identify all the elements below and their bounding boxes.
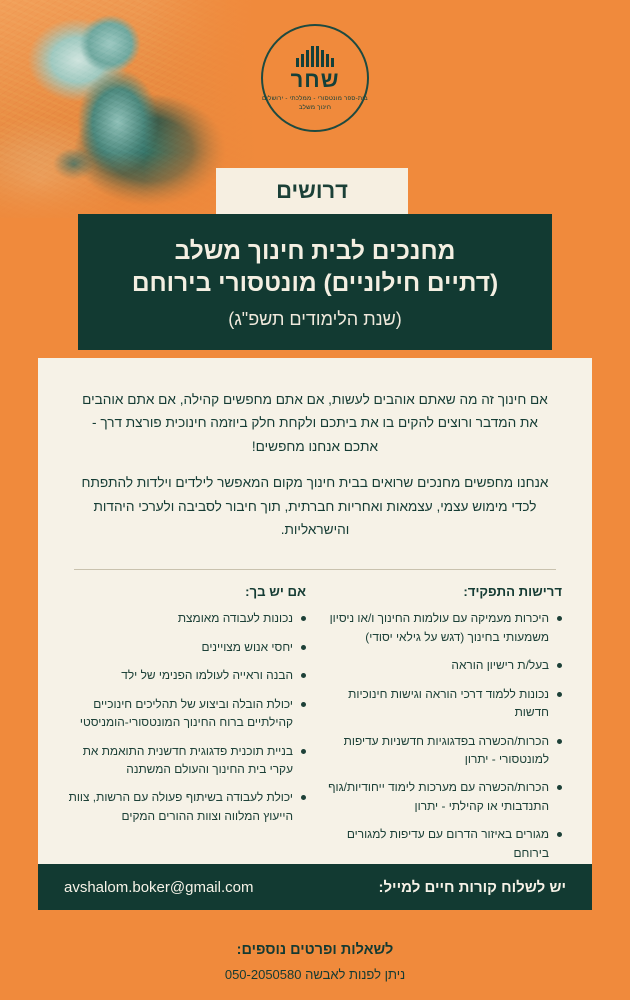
list-item: הבנה וראייה לעולמו הפנימי של ילד	[68, 666, 306, 684]
email-bar	[38, 864, 592, 910]
requirements-heading: דרישות התפקיד:	[463, 584, 562, 600]
logo-subtitle-2: חינוך משלב	[298, 104, 332, 111]
list-item: בעל/ת רישיון הוראה	[324, 656, 562, 674]
shahar-logo	[261, 24, 369, 132]
offer-column	[68, 584, 306, 872]
intro-paragraph-1: אם חינוך זה מה שאתם אוהבים לעשות, אם אתם מחפשים קהילה, אם אתם אוהבים את המדבר ורוצים להקים בו את ביתכם ולקחת חלק ביוזמה חינוכית פורצת דרך - אתכם אנחנו מחפשים!	[82, 392, 548, 454]
requirements-column	[324, 584, 562, 872]
title-line-2: (דתיים חילוניים) מונטסורי בירוחם	[131, 270, 499, 298]
intro-text	[38, 358, 592, 547]
title-school-year: (שנת הלימודים תשפ"ג)	[228, 308, 402, 329]
vacancy-banner-label: דרושים	[276, 178, 348, 203]
footer-phone[interactable]: 050-2050580	[224, 967, 302, 982]
email-address[interactable]: avshalom.boker@gmail.com	[64, 878, 254, 896]
list-item: הכרות/הכשרה עם מערכות לימוד ייחודיות/גוף התנדבותי או קהילתי - יתרון	[324, 778, 562, 815]
logo-bars-icon	[296, 45, 334, 67]
list-item: נכונות לעבודה מאומצת	[68, 609, 306, 627]
footer-contact-line	[0, 967, 630, 982]
title-line-1: מחנכים לבית חינוך משלב	[174, 238, 456, 265]
email-label: יש לשלוח קורות חיים למייל:	[378, 878, 566, 896]
vacancy-banner	[216, 168, 408, 214]
footer	[0, 942, 630, 982]
list-item: יחסי אנוש מצויינים	[68, 638, 306, 656]
list-item: היכרות מעמיקה עם עולמות החינוך ו/או ניסיון משמעותי בחינוך (דגש על גילאי יסודי)	[324, 609, 562, 646]
list-item: יכולת לעבודה בשיתוף פעולה עם הרשות, צוות הייעוץ המלווה וצוות ההורים המקים	[68, 788, 306, 825]
logo-word: שחר	[290, 67, 340, 92]
requirements-list	[324, 609, 562, 862]
offer-list	[68, 609, 306, 825]
offer-heading: אם יש בך:	[245, 584, 306, 600]
list-item: בניית תוכנית פדגוגית חדשנית התואמת את עקרי בית החינוך והעולם המשתנה	[68, 742, 306, 779]
logo-subtitle-1: בית-ספר מונטסורי - ממלכתי - ירושלים	[262, 95, 368, 102]
list-item: מגורים באיזור הדרום עם עדיפות למגורים בירוחם	[324, 825, 562, 862]
intro-paragraph-2: אנחנו מחפשים מחנכים שרואים בבית חינוך מקום המאפשר לילדים וילדות להתפתח לכדי מימוש עצמי, עצמאות ואחריות חברתית, תוך חיבור לסביבה ולערכי היהדות והישראליות.	[81, 475, 549, 537]
content-card	[38, 358, 592, 910]
list-item: הכרות/הכשרה בפדגוגיות חדשניות עדיפות למונטסורי - יתרון	[324, 732, 562, 769]
list-item: יכולת הובלה וביצוע של תהליכים חינוכיים קהילתיים ברוח החינוך המונטסורי-הומניסטי	[68, 695, 306, 732]
footer-title: לשאלות ופרטים נוספים:	[236, 942, 394, 958]
footer-contact-text: ניתן לפנות לאבשה	[305, 967, 406, 982]
lists-container	[38, 570, 592, 872]
title-box	[78, 214, 552, 350]
list-item: נכונות ללמוד דרכי הוראה וגישות חינוכיות חדשות	[324, 685, 562, 722]
